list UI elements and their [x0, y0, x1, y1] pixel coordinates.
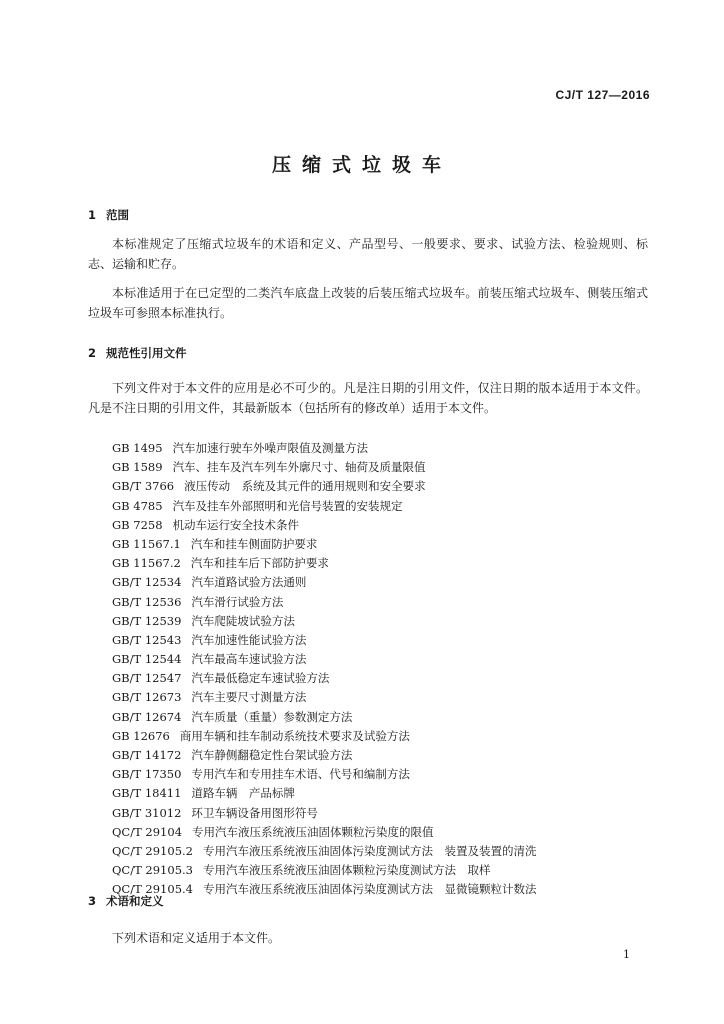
reference-title: 商用车辆和挂车制动系统技术要求及试验方法 — [179, 728, 410, 743]
reference-code: GB/T 12547 — [112, 671, 182, 686]
reference-item — [112, 535, 536, 554]
section-1-heading — [88, 207, 129, 223]
reference-title: 汽车质量（重量）参数测定方法 — [191, 709, 353, 724]
reference-title: 机动车运行安全技术条件 — [172, 517, 300, 532]
section-title: 术语和定义 — [106, 894, 164, 908]
reference-title: 汽车滑行试验方法 — [191, 594, 284, 609]
reference-title: 汽车道路试验方法通则 — [191, 575, 307, 590]
reference-title: 汽车和挂车侧面防护要求 — [190, 536, 318, 551]
section-number: 1 — [88, 208, 97, 222]
reference-item — [112, 823, 536, 842]
reference-title: 汽车和挂车后下部防护要求 — [190, 556, 329, 571]
standard-code: CJ/T 127—2016 — [555, 88, 650, 102]
reference-item — [112, 842, 536, 861]
reference-code: GB/T 31012 — [112, 805, 182, 820]
reference-item — [112, 458, 536, 477]
reference-code: GB 11567.1 — [112, 536, 181, 551]
section-number: 3 — [88, 894, 97, 908]
reference-code: GB/T 17350 — [112, 767, 182, 782]
document-title: 压缩式垃圾车 — [271, 154, 452, 176]
reference-item — [112, 784, 536, 803]
reference-item — [112, 516, 536, 535]
reference-item — [112, 669, 536, 688]
reference-code: GB/T 12543 — [112, 632, 182, 647]
reference-code: GB/T 12534 — [112, 575, 182, 590]
reference-title: 专用汽车液压系统液压油固体污染度测试方法 显微镜颗粒计数法 — [202, 882, 537, 897]
reference-code: GB/T 3766 — [112, 479, 175, 494]
reference-title: 专用汽车液压系统液压油固体污染度测试方法 装置及装置的清洗 — [202, 843, 537, 858]
reference-title: 汽车主要尺寸测量方法 — [191, 690, 307, 705]
reference-title: 汽车、挂车及汽车列车外廓尺寸、轴荷及质量限值 — [172, 460, 426, 475]
reference-code: GB 11567.2 — [112, 556, 181, 571]
reference-title: 专用汽车液压系统液压油固体颗粒污染度的限值 — [192, 824, 434, 839]
reference-item — [112, 727, 536, 746]
reference-title: 汽车最高车速试验方法 — [191, 652, 307, 667]
reference-code: GB 1495 — [112, 441, 163, 455]
paragraph: 下列术语和定义适用于本文件。 — [112, 931, 281, 945]
reference-title: 道路车辆 产品标牌 — [191, 786, 295, 801]
normative-reference-list — [112, 439, 536, 900]
section-number: 2 — [88, 346, 97, 360]
reference-code: GB 7258 — [112, 517, 163, 532]
reference-code: GB/T 12674 — [112, 709, 182, 724]
reference-item — [112, 804, 536, 823]
reference-code: GB 12676 — [112, 728, 170, 743]
paragraph: 本标准适用于在已定型的二类汽车底盘上改装的后装压缩式垃圾车。前装压缩式垃圾车、侧装压缩式垃圾车可参照本标准执行。 — [88, 286, 648, 320]
reference-code: GB/T 12539 — [112, 613, 182, 628]
section-title: 范围 — [106, 208, 129, 222]
reference-title: 专用汽车液压系统液压油固体颗粒污染度测试方法 取样 — [202, 863, 491, 878]
reference-code: QC/T 29104 — [112, 824, 183, 839]
reference-code: QC/T 29105.4 — [112, 882, 193, 897]
section-2-heading — [88, 345, 187, 361]
reference-item — [112, 880, 536, 899]
reference-title: 环卫车辆设备用图形符号 — [191, 805, 318, 820]
page-number: 1 — [623, 948, 630, 961]
reference-title: 汽车静侧翻稳定性台架试验方法 — [191, 748, 353, 762]
reference-title: 液压传动 系统及其元件的通用规则和安全要求 — [184, 479, 426, 494]
reference-item — [112, 708, 536, 727]
reference-code: GB/T 14172 — [112, 748, 182, 762]
reference-code: GB 4785 — [112, 498, 163, 513]
paragraph: 下列文件对于本文件的应用是必不可少的。凡是注日期的引用文件，仅注日期的版本适用于本文件。凡是不注日期的引用文件，其最新版本（包括所有的修改单）适用于本文件。 — [88, 381, 648, 415]
section-title: 规范性引用文件 — [106, 346, 187, 360]
paragraph: 本标准规定了压缩式垃圾车的术语和定义、产品型号、一般要求、要求、试验方法、检验规则、标志、运输和贮存。 — [88, 237, 648, 271]
reference-item — [112, 746, 536, 765]
reference-item — [112, 497, 536, 516]
reference-code: GB/T 12544 — [112, 652, 182, 667]
reference-title: 汽车最低稳定车速试验方法 — [191, 671, 330, 686]
reference-code: QC/T 29105.2 — [112, 843, 193, 858]
reference-item — [112, 573, 536, 592]
reference-code: GB/T 12536 — [112, 594, 182, 609]
reference-item — [112, 650, 536, 669]
reference-item — [112, 612, 536, 631]
reference-item — [112, 861, 536, 880]
reference-title: 汽车加速行驶车外噪声限值及测量方法 — [172, 441, 369, 455]
reference-item — [112, 593, 536, 612]
reference-title: 汽车加速性能试验方法 — [191, 632, 307, 647]
reference-item — [112, 631, 536, 650]
reference-code: GB/T 12673 — [112, 690, 182, 705]
reference-title: 汽车爬陡坡试验方法 — [191, 613, 295, 628]
reference-code: QC/T 29105.3 — [112, 863, 193, 878]
reference-item — [112, 439, 536, 458]
reference-item — [112, 765, 536, 784]
reference-title: 汽车及挂车外部照明和光信号装置的安装规定 — [172, 498, 403, 513]
reference-title: 专用汽车和专用挂车术语、代号和编制方法 — [191, 767, 410, 782]
reference-code: GB/T 18411 — [112, 786, 182, 801]
reference-code: GB 1589 — [112, 460, 163, 475]
section-3-heading — [88, 893, 164, 909]
reference-item — [112, 688, 536, 707]
reference-item — [112, 554, 536, 573]
reference-item — [112, 477, 536, 496]
